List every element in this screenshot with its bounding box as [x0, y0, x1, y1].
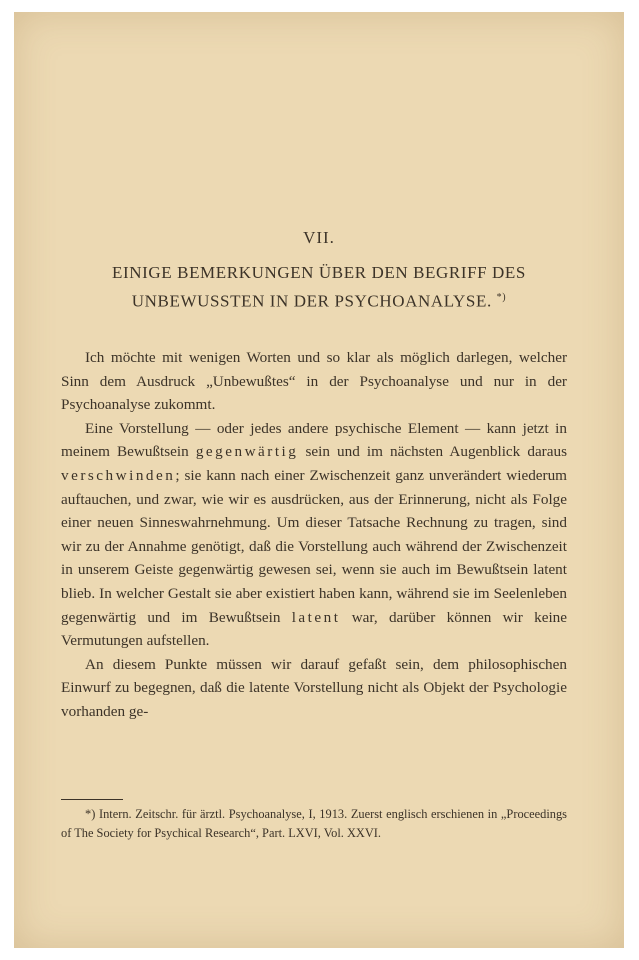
title-line-1: EINIGE BEMERKUNGEN ÜBER DEN BEGRIFF DES: [112, 263, 526, 282]
paragraph-2: [61, 417, 567, 653]
body-text: [61, 346, 567, 724]
paragraph-1: Ich möchte mit wenigen Worten und so klar als möglich darlegen, welcher Sinn dem Ausdruck „Unbewußtes“ in der Psychoanalyse und nur in der Psychoanalyse zukommt.: [61, 349, 567, 414]
footnote-text: *) Intern. Zeitschr. für ärztl. Psychoanalyse, I, 1913. Zuerst englisch erschienen in „Proceedings of The Society for Psychical Research“, Part. LXVI, Vol. XXVI.: [61, 807, 567, 840]
book-page: [14, 12, 624, 948]
title-line-2: UNBEWUSSTEN IN DER PSYCHOANALYSE.: [131, 291, 492, 311]
footnote-divider: [61, 799, 123, 800]
title-footnote-mark: *): [496, 292, 507, 303]
footnote: [61, 805, 567, 843]
chapter-number: VII.: [303, 228, 335, 247]
paragraph-2-part: war, darüber können wir keine Vermutungen aufstellen.: [61, 608, 567, 650]
emphasis-latent: latent: [291, 608, 341, 626]
paragraph-2-part: Eine Vorstellung — oder jedes andere psychische Element — kann jetzt in meinem Bewußtsein: [61, 419, 567, 461]
paragraph-2-part: ; sie kann nach einer Zwischenzeit ganz unverändert wiederum auftauchen, und zwar, wie wir es ausdrücken, aus der Erinnerung, nicht als Folge einer neuen Sinneswahrnehmung. Um dieser Tatsache Rechnung zu tragen, sind wir zu der Annahme genötigt, daß die Vorstellung auch während der Zwischenzeit in unserem Geiste gegenwärtig gewesen sei, wenn sie auch im Bewußtsein latent blieb. In welcher Gestalt sie aber existiert haben kann, während sie im Seelenleben gegenwärtig und im Bewußtsein: [61, 466, 567, 626]
emphasis-gegenwaertig: gegenwärtig: [195, 443, 299, 461]
chapter-title: [54, 260, 584, 314]
emphasis-verschwinden: verschwinden: [61, 466, 176, 484]
paragraph-3: An diesem Punkte müssen wir darauf gefaßt sein, dem philosophischen Einwurf zu begegnen, daß die latente Vorstellung nicht als Objekt der Psychologie vorhanden ge-: [61, 655, 567, 720]
paragraph-2-part: sein und im nächsten Augenblick daraus: [298, 443, 567, 461]
